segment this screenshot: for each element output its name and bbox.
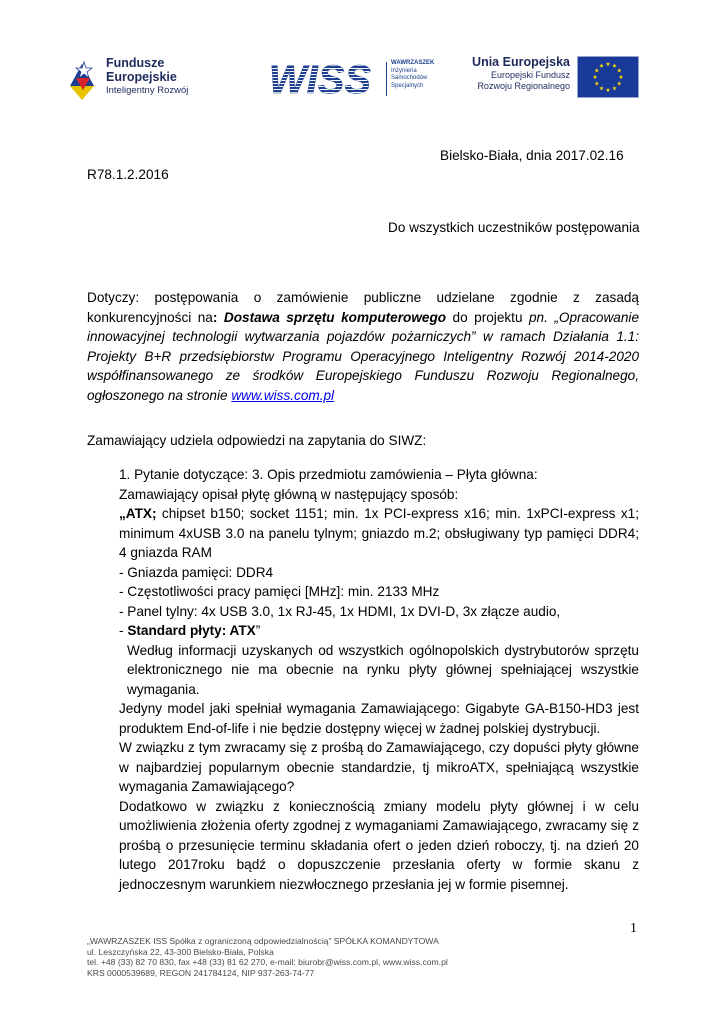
extra-paragraph: Dodatkowo w związku z koniecznością zmiany modelu płyty głównej i w celu umożliwienia złożenia oferty zgodnej z wymaganiami Zamawiającego, zwracamy się z prośbą o przesunięcie terminu składania ofert o jeden dzień roboczy, tj. na dzień 20 lutego 2017roku bądź o dopuszczenie przesłania oferty w formie skanu z jednoczesnym warunkiem niezwłocznego przesłania jej w formie pisemnej.	[119, 798, 639, 892]
spec-list-item: - Panel tylny: 4x USB 3.0, 1x RJ-45, 1x HDMI, 1x DVI-D, 3x złącze audio,	[119, 603, 561, 619]
wiss-sub-3: Specjalnych	[391, 82, 424, 89]
question-title: 1. Pytanie dotyczące: 3. Opis przedmiotu zamówienia – Płyta główna:	[119, 467, 538, 482]
standard-prefix: -	[119, 623, 128, 638]
subject-title: Dostawa sprzętu komputerowego	[223, 309, 447, 325]
wiss-subtitle	[391, 60, 434, 90]
atx-label: ATX;	[125, 506, 157, 521]
subject-colon: :	[212, 309, 218, 325]
eu-flag-icon	[577, 56, 639, 98]
ue-sub2: Rozwoju Regionalnego	[477, 81, 570, 91]
model-paragraph: Jedyny model jaki spełniał wymagania Zamawiającego: Gigabyte GA-B150-HD3 jest produktem End-of-life i nie będzie dostępny więcej w żadnej polskiej dystrybucji.	[119, 701, 639, 736]
date-line: Bielsko-Biała, dnia 2017.02.16	[440, 148, 624, 163]
fe-line2: Europejskie	[106, 70, 177, 84]
wiss-sub-2: Samochodów	[391, 75, 428, 81]
footer	[87, 936, 448, 978]
footer-line: KRS 0000539689, REGON 241784124, NIP 937-263-74-77	[87, 967, 315, 978]
unia-europejska-logo	[470, 55, 640, 99]
fundusze-flag-icon	[68, 56, 100, 102]
spec-list-item: - Gniazda pamięci: DDR4	[119, 564, 274, 580]
subject-paragraph	[87, 288, 639, 405]
fe-line3: Inteligentny Rozwój	[106, 85, 189, 96]
footer-line: ul. Leszczyńska 22, 43-300 Bielsko-Biała, Polska	[87, 946, 274, 957]
footer-line: „WAWRZASZEK ISS Spółka z ograniczoną odpowiedzialnością” SPÓŁKA KOMANDYTOWA	[87, 936, 439, 946]
ask-paragraph: W związku z tym zwracamy się z prośbą do Zamawiającego, czy dopuści płyty główne w najbardziej popularnym obecnie standardzie, tj mikroATX, spełniającą wszystkie wymagania Zamawiającego?	[119, 740, 639, 794]
subject-lead: Dotyczy: postępowania o zamówienie publiczne udzielane zgodnie z zasadą konkurencyjności na	[87, 290, 639, 325]
fundusze-europejskie-logo	[68, 56, 208, 104]
footer-line: tel. +48 (33) 82 70 830, fax +48 (33) 81 62 270, e-mail: biurobr@wiss.com.pl, www.wiss.com.pl	[87, 957, 448, 967]
atx-spec	[119, 504, 639, 563]
atx-spec-text: chipset b150; socket 1151; min. 1x PCI-express x16; min. 1xPCI-express x1; minimum 4xUSB 3.0 na panelu tylnym; gniazdo m.2; obsługiwany typ pamięci DDR4; 4 gniazda RAM	[119, 506, 639, 560]
wiss-divider	[386, 62, 387, 96]
ue-sub1: Europejski Fundusz	[490, 70, 570, 80]
standard-line	[119, 621, 639, 641]
wiss-sub-0: WAWRZASZEK	[391, 60, 435, 66]
question-line2: Zamawiający opisał płytę główną w następujący sposób:	[119, 486, 459, 502]
fe-line1: Fundusze	[106, 56, 165, 70]
wiss-mark	[258, 60, 382, 96]
intro-line: Zamawiający udziela odpowiedzi na zapytania do SIWZ:	[87, 433, 427, 448]
addressee: Do wszystkich uczestników postępowania	[388, 220, 640, 235]
spec-list-item: - Częstotliwości pracy pamięci [MHz]: min. 2133 MHz	[119, 584, 440, 599]
subject-project: pn. „Opracowanie innowacyjnej technologii wytwarzania pojazdów pożarniczych” w ramach Działania 1.1: Projekty B+R przedsiębiorstw Programu Operacyjnego Inteligentny Rozwój 2014-2020 współfinansowanego ze środków Europejskiego Funduszu Rozwoju Regionalnego, ogłoszonego na stronie	[87, 309, 639, 403]
reference-number: R78.1.2.2016	[87, 167, 169, 182]
standard-close: ”	[255, 623, 261, 638]
website-link[interactable]: www.wiss.com.pl	[231, 387, 335, 403]
wiss-sub-1: Inżynieria	[391, 67, 417, 74]
wiss-logo	[258, 60, 435, 98]
page-number: 1	[630, 921, 637, 936]
subject-mid: do projektu	[446, 309, 529, 325]
standard-label: Standard płyty: ATX	[127, 623, 256, 638]
question-block	[119, 465, 639, 894]
info-paragraph: Według informacji uzyskanych od wszystkich ogólnopolskich dystrybutorów sprzętu elektronicznego nie ma obecnie na rynku płyty głównej spełniającej wszystkie wymagania.	[127, 642, 639, 697]
wiss-mark-text: WISS	[268, 60, 372, 96]
ue-title: Unia Europejska	[472, 55, 570, 69]
atx-open: „	[119, 506, 126, 521]
